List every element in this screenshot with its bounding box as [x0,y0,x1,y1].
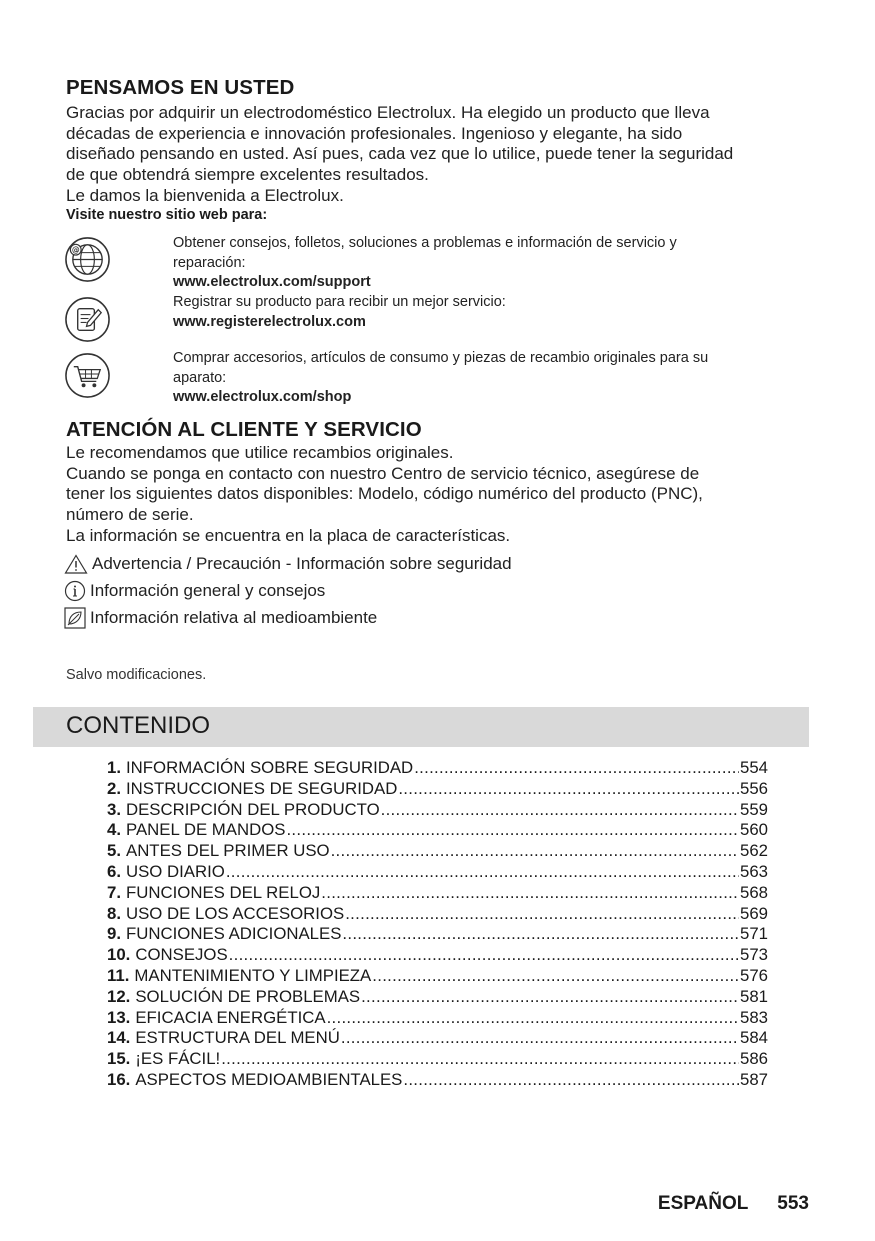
toc-item-number: 15. [107,1049,131,1069]
toc-item[interactable] [107,945,768,966]
toc-item-title: ANTES DEL PRIMER USO [126,841,330,861]
service-line: Cuando se ponga en contacto con nuestro Centro de servicio técnico, asegúrese de [66,463,700,483]
toc-item-number: 7. [107,882,121,902]
info-icon [64,580,86,602]
toc-item-leader [372,966,739,986]
footer-page-number: 553 [777,1193,809,1214]
web-desc: Comprar accesorios, artículos de consumo y piezas de recambio originales para su [173,350,709,366]
toc-item-title: USO DE LOS ACCESORIOS [126,903,345,923]
toc-item-number: 11. [107,965,130,985]
toc-item-number: 2. [107,778,121,798]
toc-item-title: INFORMACIÓN SOBRE SEGURIDAD [126,758,414,777]
contents-header-bar [33,707,809,747]
intro-line: décadas de experiencia e innovación profesionales. Ingenioso y elegante, ha sido [66,123,683,143]
web-desc: aparato: [173,369,227,386]
toc-item[interactable] [107,966,768,987]
web-row-support [64,234,824,294]
web-text-support [173,234,813,293]
intro-line: de que obtendrá siempre excelentes resultados. [66,165,429,185]
toc-item-title: FUNCIONES ADICIONALES [126,924,342,944]
shop-link[interactable]: www.electrolux.com/shop [173,389,352,405]
toc-item-title: MANTENIMIENTO Y LIMPIEZA [134,965,372,985]
toc-item-leader [321,883,739,903]
toc-item-leader [414,758,739,778]
service-line: número de serie. [66,505,194,525]
toc-item[interactable] [107,862,768,883]
toc-item-page: 583 [740,1007,768,1027]
salvo-modificaciones: Salvo modificaciones. [66,667,207,683]
toc-item[interactable] [107,800,768,821]
toc-item-leader [342,924,739,944]
toc-item-title: EFICACIA ENERGÉTICA [135,1007,326,1027]
toc-item[interactable] [107,1070,768,1091]
toc-item-number: 5. [107,841,121,861]
section-title-atencion: ATENCIÓN AL CLIENTE Y SERVICIO [66,418,422,441]
section-title-pensamos: PENSAMOS EN USTED [66,76,295,99]
toc-item-page: 569 [740,903,768,923]
leaf-icon [64,607,86,629]
toc-item-number: 16. [107,1069,131,1089]
toc-item-leader [403,1070,739,1090]
contents-title: CONTENIDO [66,712,210,739]
service-line: La información se encuentra en la placa de características. [66,525,511,545]
globe-at-icon [64,236,111,283]
toc-item-leader [286,820,739,840]
toc-item-leader [221,1049,739,1069]
web-text-shop [173,349,813,408]
visit-website-label: Visite nuestro sitio web para: [66,207,268,223]
toc-item-leader [327,1008,739,1028]
toc-item-page: 576 [740,965,768,985]
toc-item-leader [226,862,739,882]
toc-item-number: 4. [107,820,121,840]
page-footer [658,1193,809,1215]
toc-item-page: 560 [740,820,768,840]
shopping-cart-icon [64,352,111,399]
toc-item-title: DESCRIPCIÓN DEL PRODUCTO [126,799,380,819]
toc-item-number: 8. [107,903,121,923]
toc-item[interactable] [107,987,768,1008]
toc-item-leader [398,779,739,799]
service-line: tener los siguientes datos disponibles: Modelo, código numérico del producto (PNC), [66,484,703,504]
toc-item[interactable] [107,924,768,945]
legend-text: Advertencia / Precaución - Información sobre seguridad [92,554,512,573]
intro-line: diseñado pensando en usted. Así pues, cada vez que lo utilice, puede tener la seguridad [66,144,734,164]
toc-item[interactable] [107,1008,768,1029]
toc-item-page: 563 [740,861,768,881]
support-link[interactable]: www.electrolux.com/support [173,274,371,290]
legend-environment [64,607,377,629]
toc-item-title: USO DIARIO [126,861,225,881]
toc-item-leader [345,904,739,924]
toc-item-number: 14. [107,1028,131,1048]
toc-item[interactable] [107,841,768,862]
legend-text: Información relativa al medioambiente [90,608,378,627]
toc-item-title: ASPECTOS MEDIOAMBIENTALES [135,1069,403,1089]
web-desc: reparación: [173,254,246,271]
web-row-shop [64,349,824,409]
toc-item-leader [361,987,739,1007]
toc-item[interactable] [107,883,768,904]
toc-item-title: SOLUCIÓN DE PROBLEMAS [135,986,361,1006]
toc-item[interactable] [107,820,768,841]
table-of-contents [107,758,768,1091]
web-row-register [64,293,824,348]
toc-item-page: 554 [740,758,768,777]
toc-item-title: PANEL DE MANDOS [126,820,286,840]
toc-item-title: CONSEJOS [135,945,228,965]
toc-item-number: 12. [107,986,131,1006]
toc-item-page: 568 [740,882,768,902]
service-line: Le recomendamos que utilice recambios originales. [66,443,454,462]
toc-item-page: 581 [740,986,768,1006]
toc-item-number: 10. [107,945,131,965]
toc-item-title: INSTRUCCIONES DE SEGURIDAD [126,778,398,798]
toc-item-number: 3. [107,799,121,819]
toc-item[interactable] [107,779,768,800]
toc-item-page: 587 [740,1069,768,1089]
service-paragraph [66,443,826,547]
toc-item-title: ¡ES FÁCIL! [135,1049,221,1069]
register-link[interactable]: www.registerelectrolux.com [173,313,366,330]
toc-item-number: 13. [107,1007,131,1027]
web-text-register [173,293,813,332]
toc-item-title: ESTRUCTURA DEL MENÚ [135,1028,340,1048]
toc-item-page: 556 [740,778,768,798]
intro-paragraph [66,103,826,207]
toc-item-page: 559 [740,799,768,819]
toc-item-number: 1. [107,758,121,777]
web-desc: Registrar su producto para recibir un mejor servicio: [173,294,506,310]
toc-item-page: 571 [740,924,768,944]
toc-item-page: 584 [740,1028,768,1048]
legend-warning [64,553,512,575]
toc-item[interactable] [107,904,768,925]
toc-item[interactable] [107,1028,768,1049]
toc-item[interactable] [107,1049,768,1070]
toc-item-leader [381,800,739,820]
toc-item-page: 586 [740,1049,768,1069]
toc-item-leader [341,1028,739,1048]
legend-text: Información general y consejos [90,581,326,600]
toc-item-page: 562 [740,841,768,861]
toc-item-leader [331,841,739,861]
legend-info [64,580,325,602]
footer-language: ESPAÑOL [657,1193,749,1214]
toc-item-number: 6. [107,861,121,881]
toc-item-title: FUNCIONES DEL RELOJ [126,882,321,902]
register-pencil-icon [64,296,111,343]
web-desc: Obtener consejos, folletos, soluciones a problemas e información de servicio y [173,235,677,251]
intro-line: Le damos la bienvenida a Electrolux. [66,185,344,205]
toc-item-leader [229,945,739,965]
svg-text:@: @ [71,245,80,255]
warning-triangle-icon [64,554,88,574]
toc-item-page: 573 [740,945,768,965]
toc-item[interactable] [107,758,768,779]
intro-line: Gracias por adquirir un electrodoméstico Electrolux. Ha elegido un producto que lleva [66,103,710,122]
toc-item-number: 9. [107,924,121,944]
